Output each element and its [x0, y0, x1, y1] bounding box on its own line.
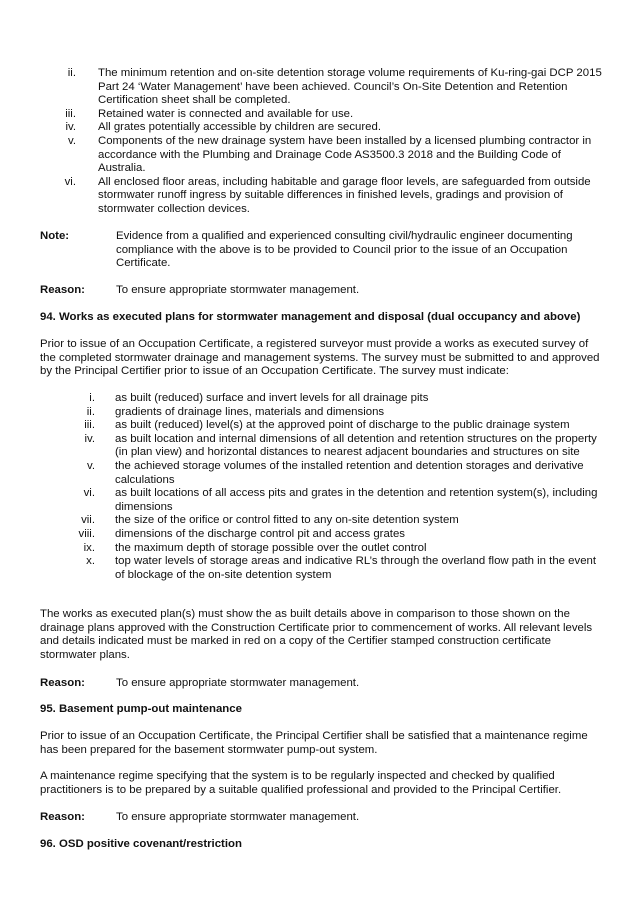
list-item: vi. as built locations of all access pits and grates in the detention and retention system(s), including dimensions	[83, 487, 598, 513]
section-94-heading: 94. Works as executed plans for stormwater management and disposal (dual occupancy and above)	[40, 311, 581, 323]
list-item: iii. Retained water is connected and available for use.	[65, 107, 354, 120]
reason-label: Reason:	[40, 811, 85, 823]
list-item: viii. dimensions of the discharge control pit and access grates	[78, 527, 405, 540]
reason-text: To ensure appropriate stormwater management.	[116, 677, 360, 689]
section-96-heading: 96. OSD positive covenant/restriction	[40, 838, 242, 850]
list-item: iv. All grates potentially accessible by children are secured.	[65, 121, 382, 134]
list-item: iv. as built location and internal dimensions of all detention and retention structures on the property (in plan view) and horizontal distances to nearest adjacent boundaries and structures on site	[84, 432, 597, 459]
reason-text: To ensure appropriate stormwater management.	[116, 284, 360, 296]
section-95-paragraph: Prior to issue of an Occupation Certificate, the Principal Certifier shall be satisfied that a maintenance regime has been prepared for the basement stormwater pump-out system.	[40, 730, 588, 756]
section-94-intro: Prior to issue of an Occupation Certificate, a registered surveyor must provide a works as executed survey of the completed stormwater drainage and management systems. The survey must be submitted to and approved by the Principal Certifier prior to issue of an Occupation Certificate. The survey must indicate:	[40, 338, 600, 378]
section-95-heading: 95. Basement pump-out maintenance	[40, 703, 242, 715]
survey-requirements-list	[0, 392, 604, 582]
list-item: vi. All enclosed floor areas, including habitable and garage floor levels, are safeguarded from outside stormwater runoff ingress by suitable differences in finished levels, gradings and provision of stormwater collection devices.	[64, 175, 591, 215]
section-94-closing: The works as executed plan(s) must show the as built details above in comparison to those shown on the drainage plans approved with the Construction Certificate prior to commencement of works. All relevant levels and details indicated must be marked in red on a copy of the Certifier stamped construction certificate stormwater plans.	[40, 608, 593, 661]
list-item: x. top water levels of storage areas and indicative RL’s through the overland flow path in the event of blockage of the on-site detention system	[86, 555, 597, 581]
reason-text: To ensure appropriate stormwater management.	[116, 811, 360, 823]
section-95-paragraph: A maintenance regime specifying that the system is to be regularly inspected and checked by qualified practitioners is to be prepared by a suitable qualified professional and provided to the Principal Certifier.	[40, 770, 562, 796]
list-item: v. Components of the new drainage system have been installed by a licensed plumbing contractor in accordance with the Plumbing and Drainage Code AS3500.3 2018 and the Building Code of Australia.	[67, 134, 592, 175]
list-item: iii. as built (reduced) level(s) at the approved point of discharge to the public drainage system	[84, 419, 570, 432]
list-item: vii. the size of the orifice or control fitted to any on-site detention system	[81, 514, 459, 527]
list-item: ii. gradients of drainage lines, materials and dimensions	[86, 405, 385, 418]
note-text: Evidence from a qualified and experienced consulting civil/hydraulic engineer documenting compliance with the above is to be provided to Council prior to the issue of an Occupation Certificate.	[116, 230, 573, 270]
note-label: Note:	[40, 230, 70, 242]
compliance-list	[38, 67, 604, 217]
reason-label: Reason:	[40, 284, 85, 296]
list-item: ii. The minimum retention and on-site detention storage volume requirements of Ku-ring-gai DCP 2015 Part 24 ‘Water Management’ have been achieved. Council’s On-Site Detention and Retention Certification sheet shall be completed.	[67, 67, 602, 107]
list-item: v. the achieved storage volumes of the installed retention and detention storages and derivative calculations	[86, 459, 584, 486]
list-item: ix. the maximum depth of storage possible over the outlet control	[83, 541, 427, 554]
list-item: i. as built (reduced) surface and invert levels for all drainage pits	[89, 392, 429, 404]
reason-label: Reason:	[40, 677, 85, 689]
